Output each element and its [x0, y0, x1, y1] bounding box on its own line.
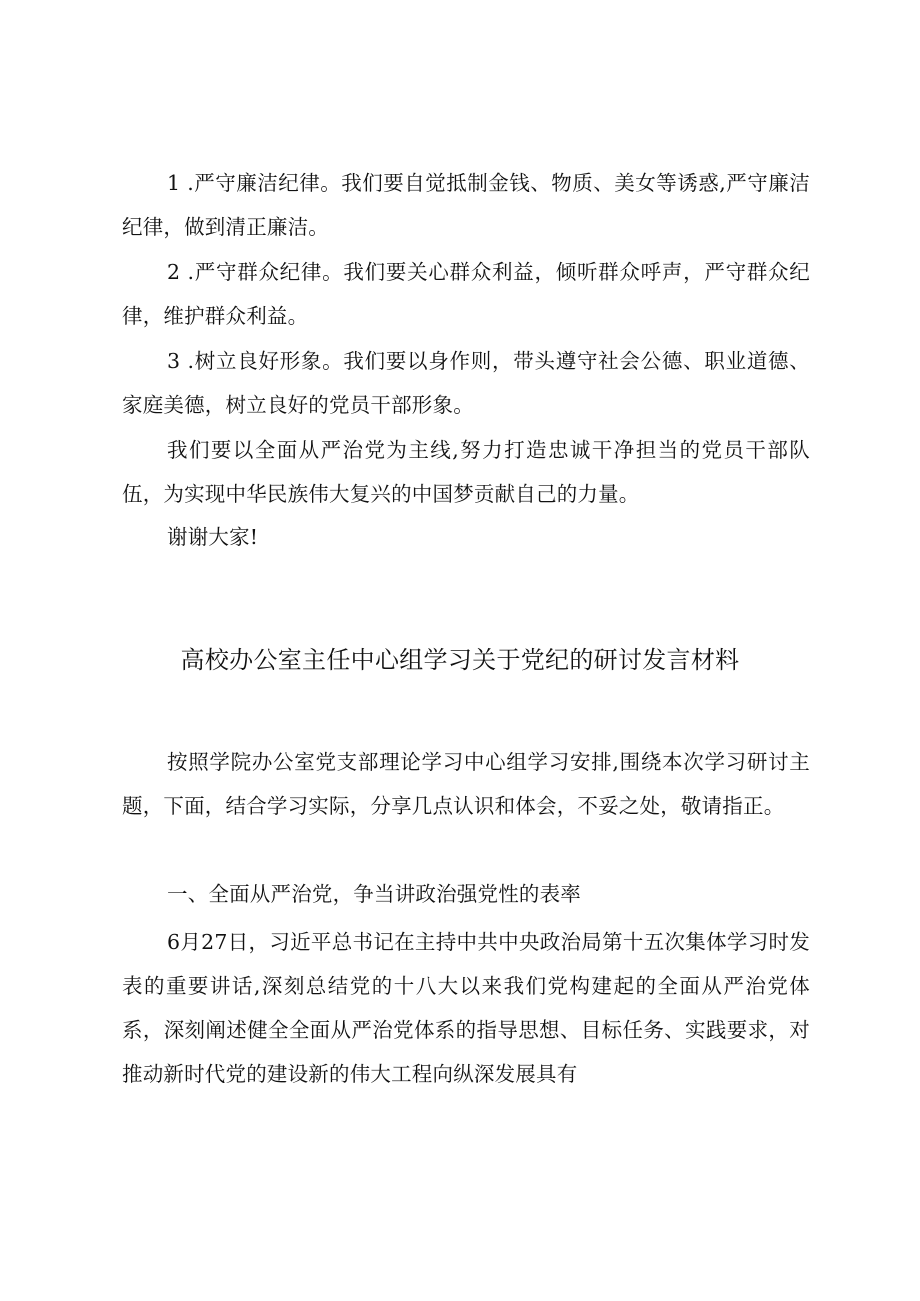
paragraph-conclusion: 我们要以全面从严治党为主线,努力打造忠诚干净担当的党员干部队伍，为实现中华民族伟大复兴的中国梦贡献自己的力量。	[122, 438, 810, 506]
paragraph-thanks: 谢谢大家!	[167, 525, 259, 549]
paragraph-mass-discipline: 2 .严守群众纪律。我们要关心群众利益，倾听群众呼声，严守群众纪律，维护群众利益。	[122, 260, 810, 328]
section-heading-one: 一、全面从严治党，争当讲政治强党性的表率	[167, 882, 581, 906]
paragraph-speech-summary: 6月27日，习近平总书记在主持中共中央政治局第十五次集体学习时发表的重要讲话,深刻总结党的十八大以来我们党构建起的全面从严治党体系，深刻阐述健全全面从严治党体系的指导思想、目标任务、实践要求，对推动新时代党的建设新的伟大工程向纵深发展具有	[122, 930, 810, 1086]
paragraph-good-image: 3 .树立良好形象。我们要以身作则，带头遵守社会公德、职业道德、家庭美德，树立良好的党员干部形象。	[122, 349, 810, 417]
paragraph-intro: 按照学院办公室党支部理论学习中心组学习安排,围绕本次学习研讨主题，下面，结合学习实际，分享几点认识和体会，不妥之处，敬请指正。	[122, 750, 810, 818]
document-title: 高校办公室主任中心组学习关于党纪的研讨发言材料	[180, 646, 740, 674]
paragraph-integrity-discipline: 1 .严守廉洁纪律。我们要自觉抵制金钱、物质、美女等诱惑,严守廉洁纪律，做到清正廉洁。	[122, 171, 810, 239]
